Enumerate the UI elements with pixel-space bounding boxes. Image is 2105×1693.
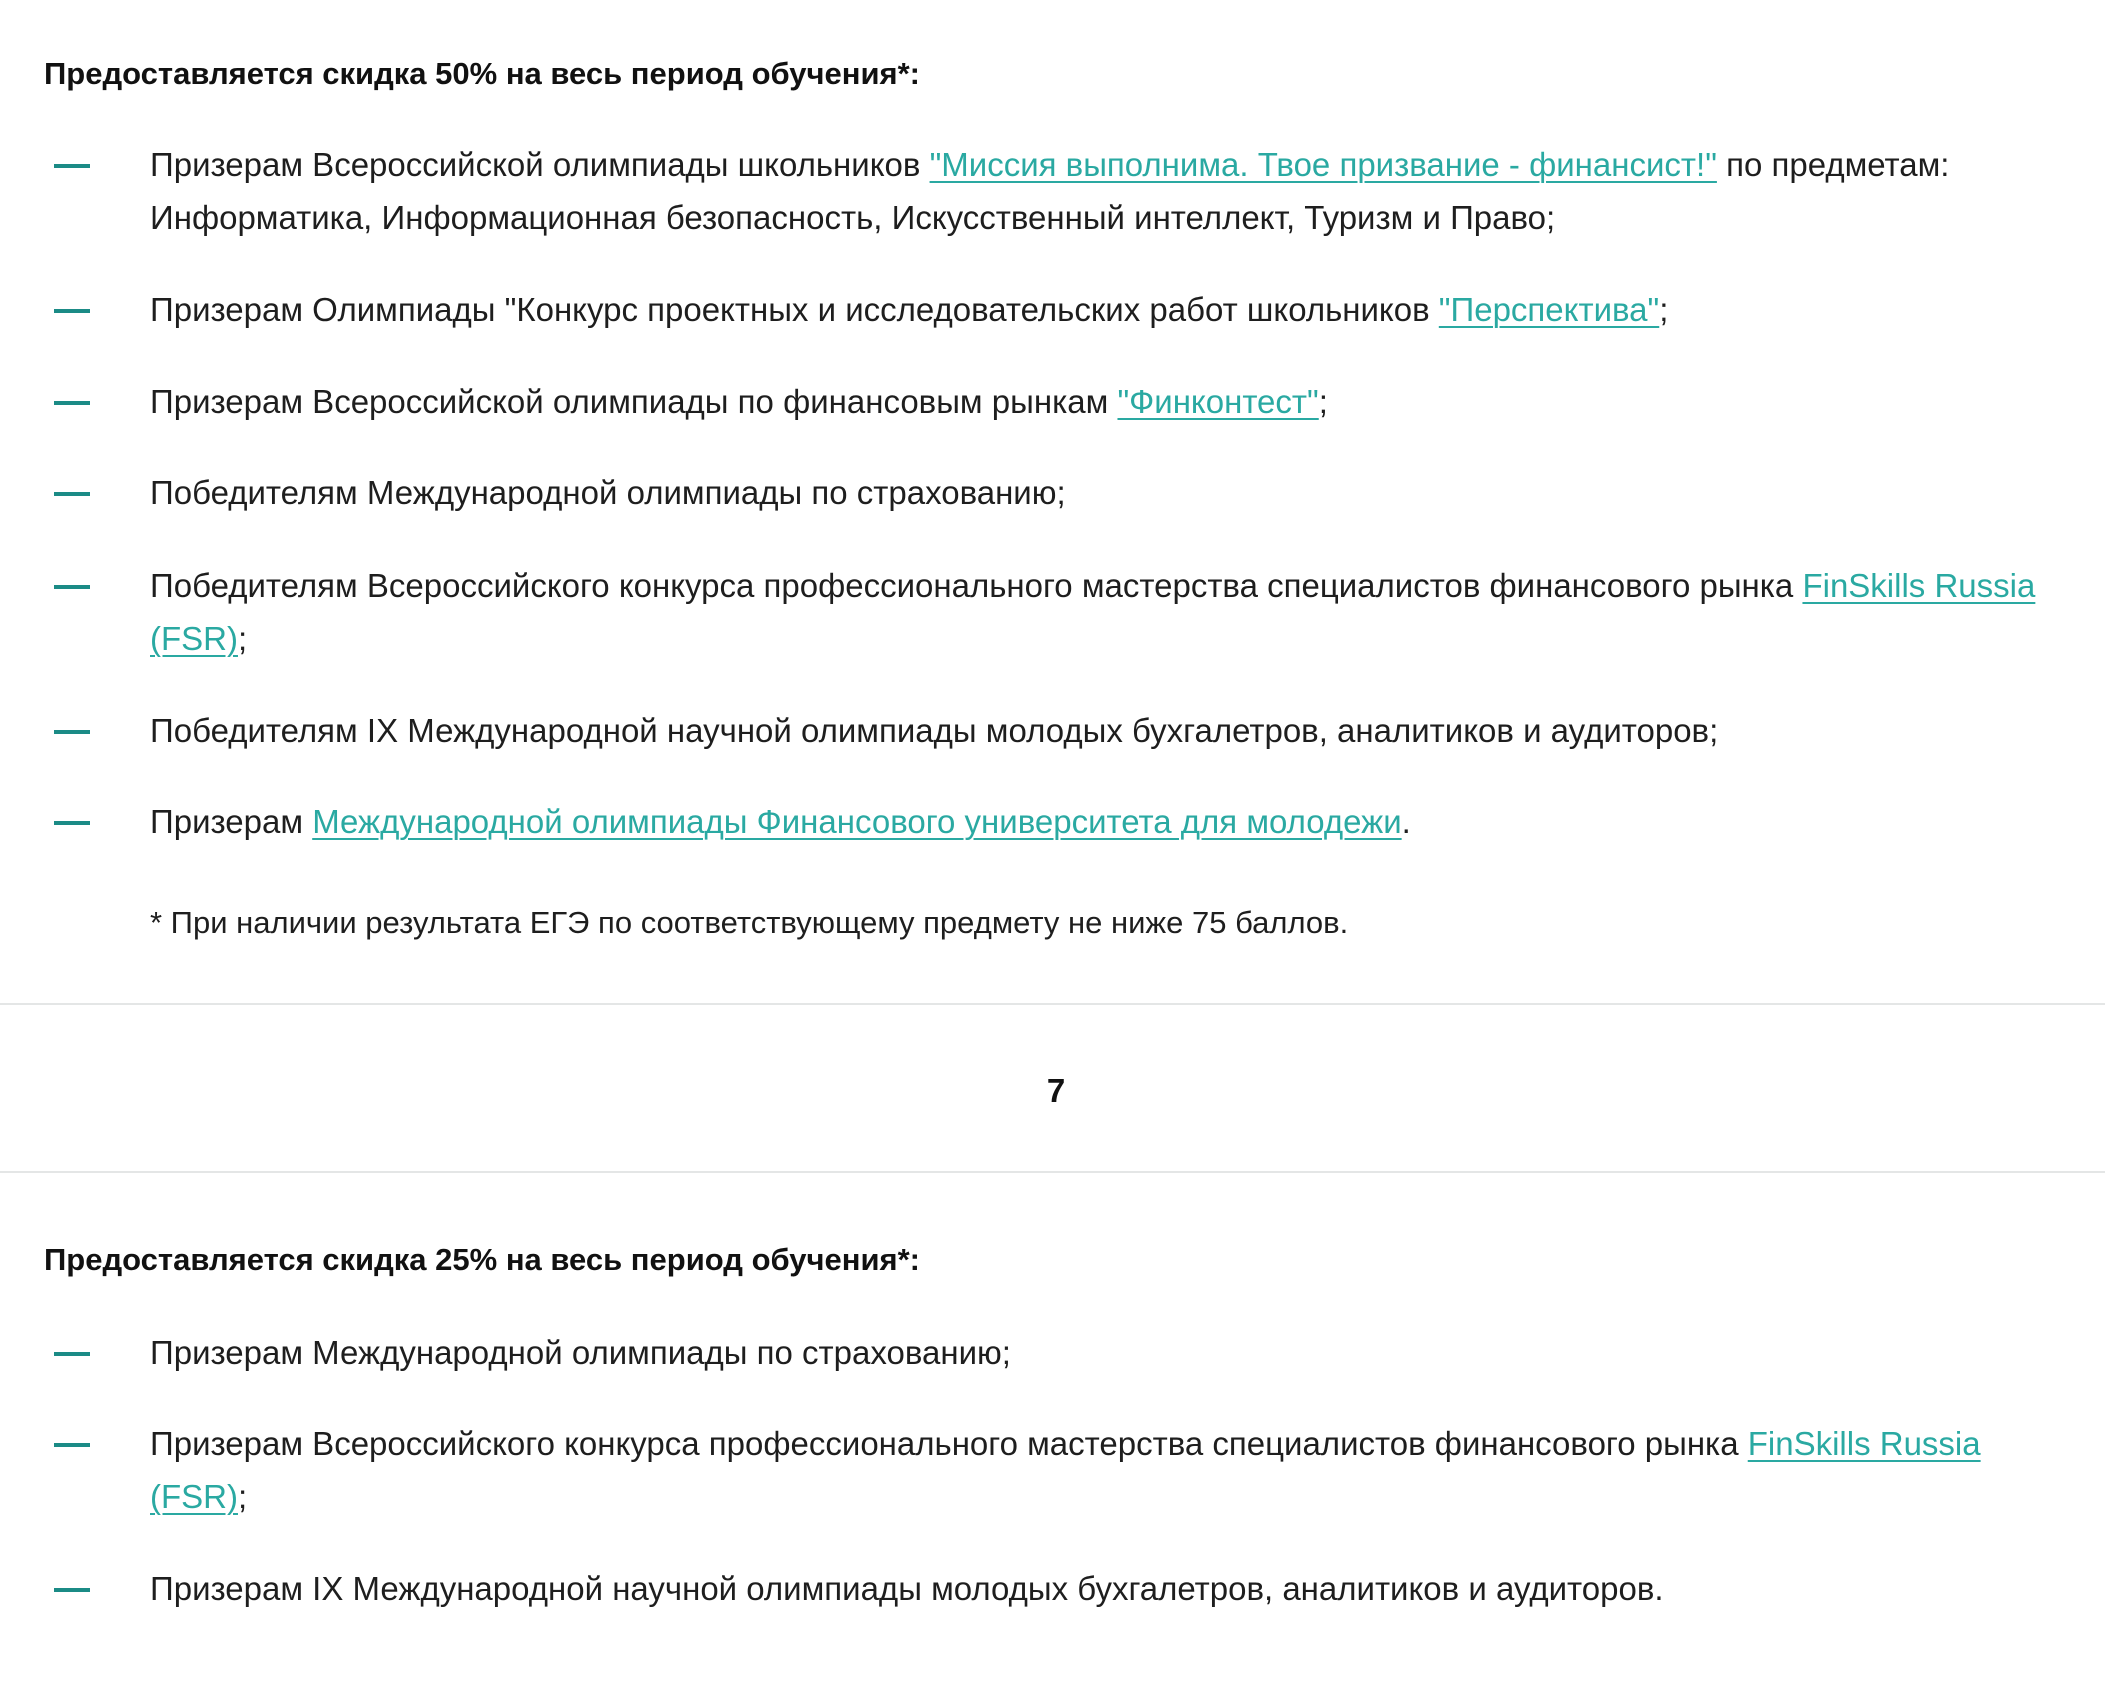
dash-bullet-icon xyxy=(54,492,90,496)
list-item-text xyxy=(150,1562,2050,1615)
list-item-text-part: Призерам Всероссийского конкурса профессионального мастерства специалистов финансового рынка xyxy=(150,1425,1748,1462)
list-item-text-part: Призерам xyxy=(150,803,313,840)
page-divider xyxy=(0,1003,2105,1005)
list-item-text-part: Призерам Олимпиады "Конкурс проектных и исследовательских работ школьников xyxy=(150,291,1439,328)
list-item-text xyxy=(150,559,2050,665)
list-item-text-part: . xyxy=(1401,803,1411,840)
dash-bullet-icon xyxy=(54,1352,90,1356)
finuniversity-olympiad-link[interactable]: Международной олимпиады Финансового университета для молодежи xyxy=(312,803,1402,840)
dash-bullet-icon xyxy=(54,585,90,589)
dash-bullet-icon xyxy=(54,1443,90,1447)
list-item-text xyxy=(150,375,2050,428)
finskills-russia-link[interactable]: FinSkills Russia (FSR) xyxy=(150,1425,1981,1515)
list-item-text-part: ; xyxy=(1318,383,1328,420)
list-item-text xyxy=(150,283,2050,336)
list-item-text-part: Призерам Всероссийской олимпиады школьников xyxy=(150,146,930,183)
list-item-text xyxy=(150,138,2050,244)
dash-bullet-icon xyxy=(54,821,90,825)
fincontest-link[interactable]: "Финконтест" xyxy=(1117,383,1319,420)
olympiad-mission-link[interactable]: "Миссия выполнима. Твое призвание - финансист!" xyxy=(929,146,1717,183)
list-item-text xyxy=(150,1326,2050,1379)
dash-bullet-icon xyxy=(54,1588,90,1592)
list-item-text xyxy=(150,466,2050,519)
perspektiva-link[interactable]: "Перспектива" xyxy=(1438,291,1660,328)
list-item-text-part: Победителям Международной олимпиады по страхованию; xyxy=(150,474,1066,511)
list-item-text xyxy=(150,1417,2050,1523)
dash-bullet-icon xyxy=(54,401,90,405)
dash-bullet-icon xyxy=(54,309,90,313)
list-item-text-part: Победителям Всероссийского конкурса профессионального мастерства специалистов финансового рынка xyxy=(150,567,1803,604)
list-item-text-part: ; xyxy=(1659,291,1669,328)
page-number: 7 xyxy=(1046,1072,1066,1109)
dash-bullet-icon xyxy=(54,164,90,168)
dash-bullet-icon xyxy=(54,730,90,734)
list-item-text-part: Призерам IX Международной научной олимпиады молодых бухгалетров, аналитиков и аудиторов. xyxy=(150,1570,1664,1607)
list-item-text-part: Призерам Международной олимпиады по страхованию; xyxy=(150,1334,1011,1371)
section-title-25: Предоставляется скидка 25% на весь период обучения*: xyxy=(44,1242,920,1277)
list-item-text-part: Призерам Всероссийской олимпиады по финансовым рынкам xyxy=(150,383,1118,420)
list-item-text-part: ; xyxy=(237,1478,248,1515)
list-item-text-part: Победителям IX Международной научной олимпиады молодых бухгалетров, аналитиков и аудиторов; xyxy=(150,712,1719,749)
finskills-russia-link[interactable]: FinSkills Russia (FSR) xyxy=(150,567,2036,657)
footnote: * При наличии результата ЕГЭ по соответствующему предмету не ниже 75 баллов. xyxy=(150,905,1349,940)
list-item-text-part: по предметам: Информатика, Информационная безопасность, Искусственный интеллект, Туризм и Право; xyxy=(150,146,1950,236)
page-divider xyxy=(0,1171,2105,1173)
list-item-text-part: ; xyxy=(237,620,248,657)
section-title-50: Предоставляется скидка 50% на весь период обучения*: xyxy=(44,56,920,91)
list-item-text xyxy=(150,795,2050,848)
list-item-text xyxy=(150,704,2050,757)
